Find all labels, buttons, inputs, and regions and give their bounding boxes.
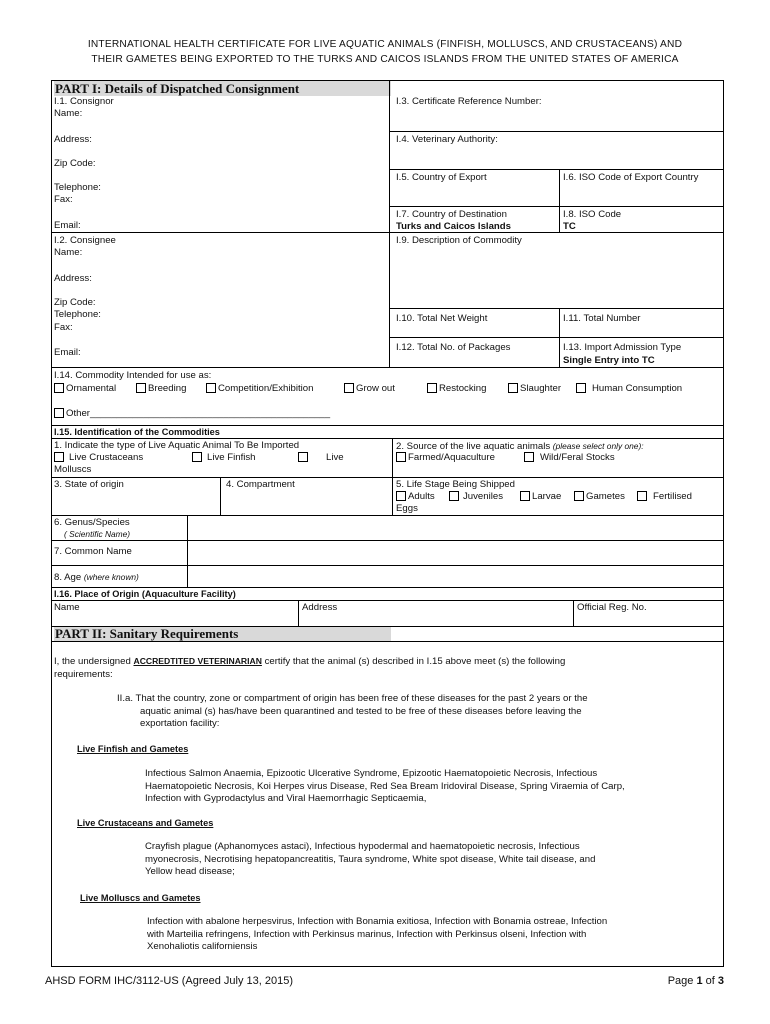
option-adults[interactable]: Adults bbox=[396, 491, 435, 503]
part1-heading: PART I: Details of Dispatched Consignment bbox=[54, 81, 391, 96]
net-weight-field[interactable]: I.10. Total Net Weight bbox=[396, 313, 488, 324]
eggs-label: Eggs bbox=[396, 503, 418, 514]
checkbox-icon[interactable] bbox=[574, 491, 584, 501]
checkbox-icon[interactable] bbox=[192, 452, 202, 462]
checkbox-icon[interactable] bbox=[136, 383, 146, 393]
checkbox-icon[interactable] bbox=[54, 383, 64, 393]
crustaceans-heading: Live Crustaceans and Gametes bbox=[77, 818, 214, 828]
commodity-description-field[interactable]: I.9. Description of Commodity bbox=[396, 235, 522, 246]
title-line-1: INTERNATIONAL HEALTH CERTIFICATE FOR LIVE AQUATIC ANIMALS (FINFISH, MOLLUSCS, AND CRUSTACEANS) AND bbox=[87, 39, 683, 50]
consignor-fax-field[interactable]: Fax: bbox=[54, 194, 73, 205]
animal-type-label: 1. Indicate the type of Live Aquatic Animal To Be Imported bbox=[54, 440, 300, 451]
option-juveniles[interactable]: Juveniles bbox=[449, 491, 503, 503]
consignee-address-field[interactable]: Address: bbox=[54, 273, 92, 284]
option-live-crustaceans[interactable]: Live Crustaceans bbox=[54, 452, 143, 464]
certificate-reference-field[interactable]: I.3. Certificate Reference Number: bbox=[396, 96, 542, 107]
source-label: 2. Source of the live aquatic animals (please select only one): bbox=[396, 441, 644, 452]
crustaceans-diseases: Crayfish plague (Aphanomyces astaci), Infectious hypodermal and haematopoietic necrosis, Infectious myonecrosis, Necrotising hepatopancreatitis, Taura syndrome, White spot disease, White tail disease, and Yellow head disease; bbox=[145, 841, 596, 877]
consignor-address-field[interactable]: Address: bbox=[54, 134, 92, 145]
intended-use-block bbox=[51, 368, 724, 426]
option-breeding[interactable]: Breeding bbox=[136, 383, 186, 395]
part2-header bbox=[51, 627, 724, 642]
consignee-label: I.2. Consignee bbox=[54, 235, 116, 246]
checkbox-icon[interactable] bbox=[637, 491, 647, 501]
part2-heading: PART II: Sanitary Requirements bbox=[54, 627, 391, 641]
checkbox-icon[interactable] bbox=[524, 452, 534, 462]
age-row bbox=[51, 566, 724, 588]
common-name-input[interactable] bbox=[189, 541, 723, 565]
identification-heading: I.15. Identification of the Commodities bbox=[54, 427, 220, 437]
molluscs-label: Molluscs bbox=[54, 464, 92, 475]
country-of-export-field[interactable]: I.5. Country of Export bbox=[396, 172, 487, 183]
option-other[interactable]: Other_____________________________________________ bbox=[54, 408, 330, 420]
import-admission-label: I.13. Import Admission Type bbox=[563, 342, 682, 353]
genus-note: ( Scientific Name) bbox=[64, 529, 131, 539]
checkbox-icon[interactable] bbox=[54, 452, 64, 462]
country-of-destination-label: I.7. Country of Destination bbox=[396, 209, 507, 220]
option-wild[interactable]: Wild/Feral Stocks bbox=[524, 452, 615, 464]
consignee-telephone-field[interactable]: Telephone: bbox=[54, 309, 101, 320]
consignor-telephone-field[interactable]: Telephone: bbox=[54, 182, 101, 193]
genus-row bbox=[51, 516, 724, 541]
checkbox-icon[interactable] bbox=[54, 408, 64, 418]
genus-label: 6. Genus/Species bbox=[54, 517, 130, 528]
common-name-row bbox=[51, 541, 724, 566]
finfish-diseases: Infectious Salmon Anaemia, Epizootic Ulcerative Syndrome, Epizootic Haematopoietic Necrosis, Infectious Haematopoietic Necrosis, Koi Herpes virus Disease, Red Sea Bream Iridoviral Disease, Spring Viraemia of Carp, Infection with Gyprodactylus and Viral Haemorrhagic Septicaemia, bbox=[145, 768, 625, 804]
page-number: Page 1 of 3 bbox=[667, 975, 724, 987]
age-input[interactable] bbox=[189, 566, 723, 587]
consignee-email-field[interactable]: Email: bbox=[54, 347, 81, 358]
clause-iia: II.a. That the country, zone or compartment of origin has been free of these diseases for the past 2 years or the aquatic animal (s) has/have been quarantined and tested to be free of these diseases before leaving the exportation facility: bbox=[117, 693, 588, 729]
option-live-finfish[interactable]: Live Finfish bbox=[192, 452, 256, 464]
place-reg-field[interactable]: Official Reg. No. bbox=[577, 602, 647, 613]
consignee-name-field[interactable]: Name: bbox=[54, 247, 83, 258]
veterinary-authority-field[interactable]: I.4. Veterinary Authority: bbox=[396, 134, 498, 145]
checkbox-icon[interactable] bbox=[396, 491, 406, 501]
consignor-label: I.1. Consignor bbox=[54, 96, 114, 107]
consignor-email-field[interactable]: Email: bbox=[54, 220, 81, 231]
common-name-label: 7. Common Name bbox=[54, 546, 132, 557]
iso-code-label: I.8. ISO Code bbox=[563, 209, 622, 220]
place-heading: I.16. Place of Origin (Aquaculture Facility) bbox=[54, 589, 236, 599]
option-farmed[interactable]: Farmed/Aquaculture bbox=[396, 452, 495, 464]
consignor-name-field[interactable]: Name: bbox=[54, 108, 83, 119]
part1-header bbox=[51, 80, 724, 96]
molluscs-diseases: Infection with abalone herpesvirus, Infection with Bonamia exitiosa, Infection with Bonamia ostreae, Infection with Marteilia refringens, Infection with Perkinsus marinus, Infection with Perkinsus olseni, Infection with Xenohaliotis californiensis bbox=[147, 916, 608, 952]
option-live-molluscs[interactable]: Live bbox=[298, 452, 344, 464]
place-name-field[interactable]: Name bbox=[54, 602, 80, 613]
document-title bbox=[40, 37, 730, 67]
option-restocking[interactable]: Restocking bbox=[427, 383, 486, 395]
packages-field[interactable]: I.12. Total No. of Packages bbox=[396, 342, 511, 353]
place-heading-row bbox=[51, 588, 724, 601]
option-gametes[interactable]: Gametes bbox=[574, 491, 625, 503]
iso-code-value: TC bbox=[563, 221, 576, 232]
option-ornamental[interactable]: Ornamental bbox=[54, 383, 116, 395]
total-number-field[interactable]: I.11. Total Number bbox=[563, 313, 641, 324]
state-of-origin-field[interactable]: 3. State of origin bbox=[54, 479, 124, 490]
state-compartment-row bbox=[51, 478, 724, 516]
option-grow-out[interactable]: Grow out bbox=[344, 383, 395, 395]
checkbox-icon[interactable] bbox=[206, 383, 216, 393]
consignee-zip-field[interactable]: Zip Code: bbox=[54, 297, 96, 308]
certification-intro: I, the undersigned ACCREDTITED VETERINARIAN certify that the animal (s) described in I.15 above meet (s) the following requirements: bbox=[54, 656, 566, 680]
accredited-veterinarian-label: ACCREDTITED VETERINARIAN bbox=[133, 656, 262, 666]
type-source-row bbox=[51, 439, 724, 478]
checkbox-icon[interactable] bbox=[344, 383, 354, 393]
place-row bbox=[51, 601, 724, 627]
option-larvae[interactable]: Larvae bbox=[520, 491, 561, 503]
form-id: AHSD FORM IHC/3112-US (Agreed July 13, 2015) bbox=[45, 975, 293, 987]
identification-heading-row bbox=[51, 426, 724, 439]
title-line-2: THEIR GAMETES BEING EXPORTED TO THE TURKS AND CAICOS ISLANDS FROM THE UNITED STATES OF AMERICA bbox=[91, 54, 679, 65]
place-address-field[interactable]: Address bbox=[302, 602, 338, 613]
checkbox-icon[interactable] bbox=[520, 491, 530, 501]
checkbox-icon[interactable] bbox=[449, 491, 459, 501]
intended-use-label: I.14. Commodity Intended for use as: bbox=[54, 370, 212, 381]
life-stage-label: 5. Life Stage Being Shipped bbox=[396, 479, 515, 490]
option-slaughter[interactable]: Slaughter bbox=[508, 383, 561, 395]
option-competition[interactable]: Competition/Exhibition bbox=[206, 383, 313, 395]
consignor-zip-field[interactable]: Zip Code: bbox=[54, 158, 96, 169]
country-of-destination-value: Turks and Caicos Islands bbox=[396, 221, 511, 232]
checkbox-icon[interactable] bbox=[576, 383, 586, 393]
checkbox-icon[interactable] bbox=[508, 383, 518, 393]
option-fertilised[interactable]: Fertilised bbox=[637, 491, 692, 503]
iso-export-field[interactable]: I.6. ISO Code of Export Country bbox=[563, 172, 699, 183]
age-label: 8. Age (where known) bbox=[54, 572, 139, 583]
checkbox-icon[interactable] bbox=[298, 452, 308, 462]
consignor-block bbox=[51, 95, 724, 233]
option-human-consumption[interactable]: Human Consumption bbox=[576, 383, 682, 395]
consignee-block bbox=[51, 233, 724, 368]
import-admission-value: Single Entry into TC bbox=[563, 355, 655, 366]
checkbox-icon[interactable] bbox=[396, 452, 406, 462]
consignee-fax-field[interactable]: Fax: bbox=[54, 322, 73, 333]
checkbox-icon[interactable] bbox=[427, 383, 437, 393]
compartment-field[interactable]: 4. Compartment bbox=[226, 479, 295, 490]
part2-body bbox=[51, 642, 724, 967]
genus-input[interactable] bbox=[189, 516, 723, 540]
molluscs-heading: Live Molluscs and Gametes bbox=[80, 893, 201, 903]
finfish-heading: Live Finfish and Gametes bbox=[77, 744, 189, 754]
